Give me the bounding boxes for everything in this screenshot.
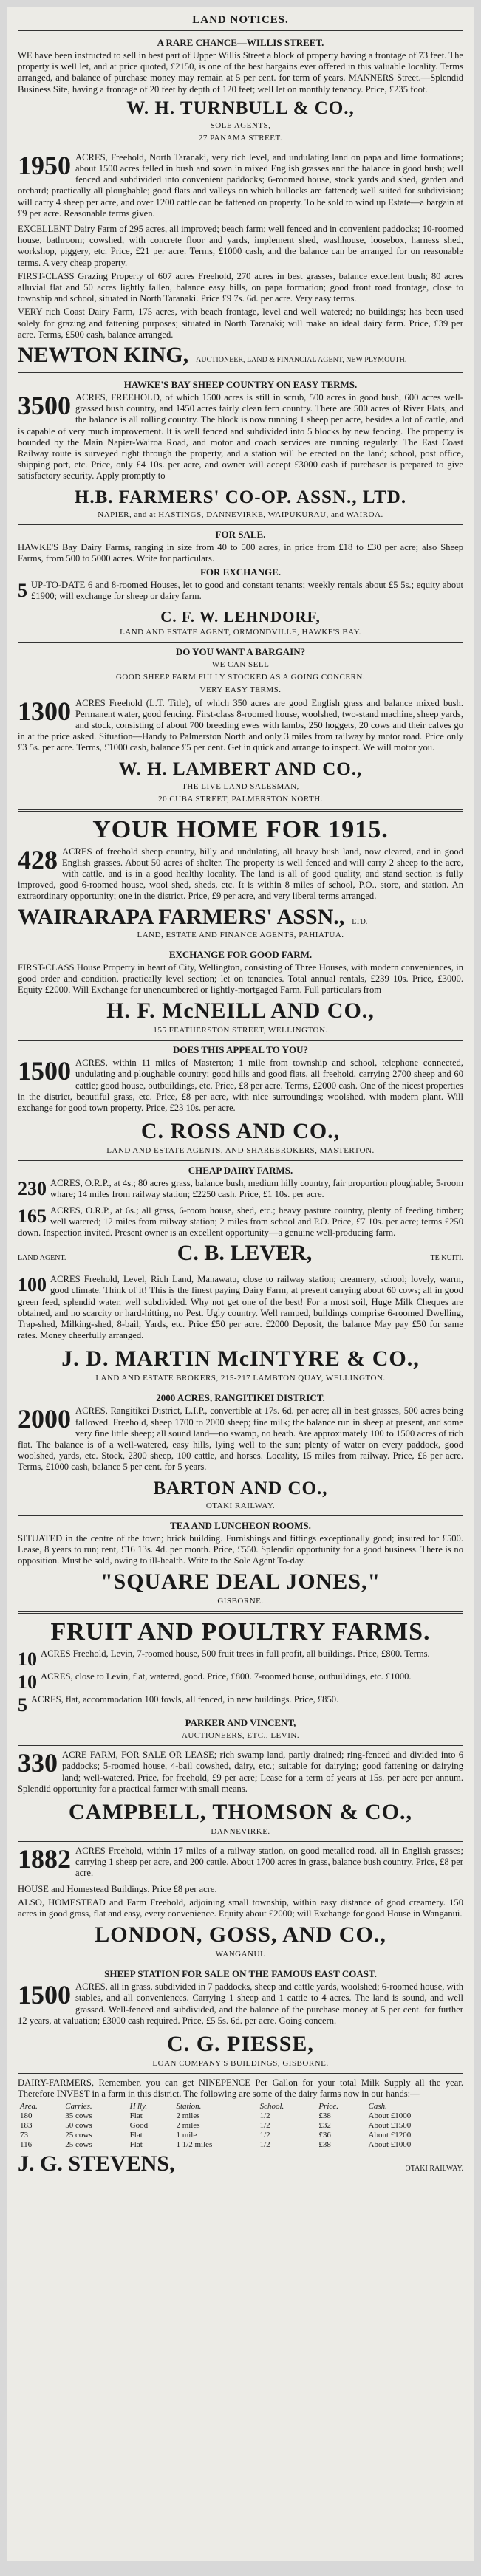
ad-title: FRUIT AND POULTRY FARMS. — [50, 1618, 431, 1646]
section-heading: LAND NOTICES. — [192, 14, 289, 26]
agent-address: OTAKI RAILWAY. — [205, 1501, 276, 1510]
ad-parker-vincent — [18, 1618, 463, 1741]
table-cell: Flat — [129, 2131, 143, 2140]
acreage-number: 230 — [18, 1178, 47, 1200]
ad-text: ACRES Freehold, within 17 miles of a railway station, on good metalled road, all in English grasses; carrying 1 sheep per acre, and 200 cattle. About 1700 acres in grass, balance bush country. Price, £8 per acre. — [75, 1846, 463, 1879]
table-header: Area. — [20, 2102, 38, 2111]
divider — [18, 1611, 463, 1614]
agent-address: AUCTIONEERS, ETC., LEVIN. — [181, 1731, 300, 1741]
agent-name: J. G. STEVENS, — [18, 2151, 175, 2176]
ad-text: ACRE FARM, FOR SALE OR LEASE; rich swamp land, partly drained; ring-fenced and divided into 6 paddocks; 5-roomed house, 4-bail cowshed, dairy, etc.; suitable for dairying; good fattening or dairying land; well-watered. Price, for freehold, £9 per acre; Lease for a term of years at 15s. per acre per annum. Splendid opportunity for a practical farmer with small means. — [18, 1750, 463, 1794]
ad-body — [18, 1058, 463, 1114]
ad-headline: HAWKE'S BAY SHEEP COUNTRY ON EASY TERMS. — [123, 379, 358, 391]
agent-name: C. G. PIESSE, — [167, 2032, 314, 2057]
ad-body: FIRST-CLASS House Property in heart of City, Wellington, consisting of Three Houses, with modern conveniences, in good order and condition, practically level section; let on tenancies. Total annual rentals, £239 10s. Price, £3000. Equity £2000. Will Exchange for unencumbered or lightly-mortgaged Farm. Full particulars from — [18, 962, 463, 995]
ad-body — [18, 1981, 463, 2027]
acreage-number: 5 — [18, 1694, 27, 1716]
ad-body — [18, 1405, 463, 1473]
agent-line — [18, 2151, 463, 2176]
ad-lehndorf — [18, 529, 463, 638]
ad-newton-king — [18, 152, 463, 368]
agent-name: LONDON, GOSS, AND CO., — [95, 1922, 386, 1948]
table-cell: About £1200 — [368, 2131, 412, 2140]
divider — [18, 30, 463, 32]
table-cell: 2 miles — [176, 2121, 200, 2131]
newspaper-page — [7, 7, 474, 2561]
ad-mcneill — [18, 949, 463, 1037]
table-cell: 1 mile — [176, 2131, 197, 2140]
ad-headline: EXCHANGE FOR GOOD FARM. — [168, 948, 313, 960]
divider — [18, 1745, 463, 1746]
acreage-number: 10 — [18, 1648, 37, 1671]
table-cell: 50 cows — [65, 2121, 92, 2131]
agent-name: WAIRARAPA FARMERS' ASSN., — [18, 904, 345, 929]
ad-headline: TEA AND LUNCHEON ROOMS. — [170, 1519, 311, 1531]
acreage-number: 1882 — [18, 1844, 71, 1874]
ad-headline: FOR SALE. — [215, 528, 266, 540]
agent-role: SOLE AGENTS, — [210, 120, 271, 130]
ad-title: YOUR HOME FOR 1915. — [92, 815, 389, 843]
ad-text: UP-TO-DATE 6 and 8-roomed Houses, let to good and constant tenants; weekly rentals about £5 5s.; equity about £1900; will exchange for sheep or dairy farm. — [31, 580, 463, 602]
ad-lever — [18, 1165, 463, 1266]
agent-role: AUCTIONEER, LAND & FINANCIAL AGENT, NEW PLYMOUTH. — [196, 356, 407, 365]
table-cell: About £1000 — [368, 2140, 412, 2150]
table-cell: About £1500 — [368, 2121, 412, 2131]
table-header: School. — [259, 2102, 284, 2111]
ad-headline: DO YOU WANT A BARGAIN? — [175, 645, 306, 657]
agent-name: W. H. TURNBULL & CO., — [126, 97, 355, 118]
ad-wairarapa — [18, 816, 463, 941]
table-header: Cash. — [368, 2102, 387, 2111]
ad-body: DAIRY-FARMERS, Remember, you can get NINEPENCE Per Gallon for your total Milk Supply all the year. Therefore INVEST in a farm in this district. The following are some of the dairy farms now in our hands:— — [18, 2077, 463, 2100]
ad-text: ACRES, within 11 miles of Masterton; 1 mile from township and school, telephone connected, undulating and ploughable country; good hills and good flats, all freehold, carrying 2700 sheep and 60 cattle; good house, outbuildings, etc. Price, £8 per acre. Terms, £2000 cash. One of the nicest properties in the district, beautiful grass, etc. Price, £8 per acre, with nice surroundings; woolshed, with modern plant. Will exchange for good town property. Price, £23 10s. per acre. — [18, 1058, 463, 1113]
acreage-number: 428 — [18, 844, 58, 874]
divider — [18, 2073, 463, 2074]
table-cell: £38 — [318, 2140, 331, 2150]
table-cell: £32 — [318, 2121, 331, 2131]
acreage-number: 3500 — [18, 391, 71, 421]
ad-body — [18, 1671, 463, 1693]
table-cell: 25 cows — [65, 2131, 92, 2140]
agent-address: LAND AND ESTATE AGENTS, AND SHAREBROKERS, MASTERTON. — [106, 1146, 375, 1156]
agent-name: H. F. McNEILL AND CO., — [106, 998, 375, 1024]
ad-hb-farmers — [18, 379, 463, 521]
agent-address: 155 FEATHERSTON STREET, WELLINGTON. — [153, 1026, 328, 1035]
ad-stevens — [18, 2077, 463, 2176]
ad-body — [18, 698, 463, 754]
ad-text: ACRES, all in grass, subdivided in 7 paddocks, sheep and cattle yards, woolshed; 6-roomed house, with stables, and all conveniences. Carrying 1 sheep and 1 cattle to 4 acres. The land is sound, and well grassed. Well-fenced and subdivided, and the balance of the purchase money at 5 per cent. for further 12 years, at valuation; £3000 cash required. Price, £5 5s. 6d. per acre. Going concern. — [18, 1981, 463, 2026]
ad-text: ACRES Freehold, Level, Rich Land, Manawatu, close to railway station; creamery, school; lovely, warm, good climate. Think of it! This is the finest paying Dairy Farm, at present carrying about 60 cows; all in good green feed, splendid water, well subdivided. Why not get one of the best! For a most soil, Huge Milk Cheques are obtained, and no scarcity or hard-hitting, no Pest. Ugly country. Well ramped, buildings comprise 6-roomed Dwelling, Trap-shed, Milking-shed, 8-bail, Yards, etc. Price £50 per acre. £2000 Deposit, the balance May pay £50 for same rates. Money cheerfully arranged. — [18, 1274, 463, 1341]
ad-body: WE have been instructed to sell in best part of Upper Willis Street a block of property having a frontage of 73 feet. The property is well let, and at price quoted, £2150, is one of the best bargains ever offered in this valuable locality. Terms arranged, and balance of purchase money may remain at 5 per cent. for term of years. MANNERS Street.—Splendid Business Site, having a frontage of 20 feet by depth of 120 feet; well let on monthly tenancy. Price, £235 foot. — [18, 50, 463, 95]
ad-body — [18, 1694, 463, 1716]
ad-paragraph: FIRST-CLASS Grazing Property of 607 acres Freehold, 270 acres in best grasses, balance excellent bush; 80 acres alluvial flat and 50 acres lightly fallen, balance easy hills, on papa formation; good front road frontage, close to township and school, situated in North Taranaki. Price £9 7s. 6d. per acre. Very easy terms. — [18, 270, 463, 304]
agent-role: LAND AGENT. — [18, 1254, 66, 1263]
agent-address: NAPIER, and at HASTINGS, DANNEVIRKE, WAIPUKURAU, and WAIROA. — [98, 510, 383, 519]
agent-role: THE LIVE LAND SALESMAN, — [182, 781, 299, 791]
ad-text: ACRES, Rangitikei District, L.I.P., convertible at 17s. 6d. per acre; all in best grasses, 500 acres being fallowed. Freehold, sheep 1700 to 2000 sheep; fine milk; the balance run in sheep at present, and some very fine little sheep; all sound land—no swamp, no heath. Are approximately 100 to 1500 acres of rich flat. The balance is of a well-watered, easy hills, lying well to the sun; plenty of water on every paddock, good woolshed, yards, etc. Stock, 2300 sheep, 100 cattle, and horses. Locality, 15 miles from railway. Price, £6 per acre. Terms, £1000 cash, balance 5 per cent. for 5 years. — [18, 1405, 463, 1473]
table-cell: £36 — [318, 2131, 331, 2140]
agent-name: CAMPBELL, THOMSON & CO., — [68, 1800, 413, 1825]
table-cell: 1/2 — [259, 2121, 270, 2131]
table-cell: 25 cows — [65, 2140, 92, 2150]
acreage-number: 330 — [18, 1748, 58, 1778]
agent-name: PARKER AND VINCENT, — [185, 1717, 296, 1729]
ad-body — [18, 846, 463, 902]
divider — [18, 642, 463, 643]
table-header: Carries. — [65, 2102, 92, 2111]
table-cell: 183 — [20, 2121, 33, 2131]
acreage-number: 10 — [18, 1671, 37, 1693]
divider — [18, 524, 463, 525]
ad-body — [18, 1846, 463, 1880]
divider — [18, 1515, 463, 1516]
ad-piesse — [18, 1968, 463, 2069]
agent-address: LAND AND ESTATE BROKERS, 215-217 LAMBTON QUAY, WELLINGTON. — [95, 1374, 386, 1383]
dairy-farms-table — [18, 2102, 463, 2150]
ad-body — [18, 1648, 463, 1671]
ad-barton — [18, 1392, 463, 1511]
agent-name: J. D. MARTIN McINTYRE & CO., — [61, 1346, 420, 1371]
table-cell: About £1000 — [368, 2111, 412, 2121]
ad-ross — [18, 1044, 463, 1157]
table-header: Price. — [318, 2102, 338, 2111]
agent-address: WANGANUI. — [215, 1950, 266, 1959]
agent-address: GISBORNE. — [217, 1597, 264, 1606]
acreage-number: 2000 — [18, 1404, 71, 1434]
table-row — [18, 2121, 463, 2131]
agent-name: C. ROSS AND CO., — [140, 1119, 341, 1144]
table-cell: 1/2 — [259, 2111, 270, 2121]
table-row — [18, 2140, 463, 2150]
acreage-number: 1500 — [18, 1056, 71, 1086]
table-cell: £38 — [318, 2111, 331, 2121]
acreage-number: 1500 — [18, 1980, 71, 2010]
divider — [18, 1160, 463, 1161]
agent-address: LAND, ESTATE AND FINANCE AGENTS, PAHIATUA. — [137, 930, 344, 939]
acreage-number: 165 — [18, 1205, 47, 1227]
ad-lambert — [18, 646, 463, 805]
ad-square-deal — [18, 1520, 463, 1608]
agent-name: BARTON AND CO., — [153, 1478, 328, 1498]
agent-name: W. H. LAMBERT AND CO., — [118, 758, 363, 779]
agent-name: NEWTON KING, — [18, 343, 189, 368]
ad-body: SITUATED in the centre of the town; brick building. Furnishings and fittings exceptionally good; insured for £500. Lease, 8 years to run; rent, £16 13s. 4d. per month. Price, £550. Splendid opportunity for a good business. There is no opposition. Must be sold, owing to ill-health. Write to the Sole Agent To-day. — [18, 1532, 463, 1566]
acreage-number: 100 — [18, 1274, 47, 1296]
ad-text: ACRES, close to Levin, flat, watered, good. Price, £800. 7-roomed house, outbuildings, etc. £1000. — [41, 1671, 412, 1682]
ad-body — [18, 1178, 463, 1200]
agent-name: C. F. W. LEHNDORF, — [160, 607, 321, 626]
table-cell: 1/2 — [259, 2140, 270, 2150]
ad-headline: 2000 ACRES, RANGITIKEI DISTRICT. — [156, 1392, 325, 1404]
agent-line — [18, 343, 463, 368]
agent-suffix: LTD. — [352, 917, 368, 926]
table-cell: 1 1/2 miles — [176, 2140, 213, 2150]
ad-paragraph: ALSO, HOMESTEAD and Farm Freehold, adjoining small township, within easy distance of good creamery. 150 acres in good grass, flat and easy, every convenience. Equity about £2000; will Exchange for good House in Wanganui. — [18, 1897, 463, 1919]
table-cell: 35 cows — [65, 2111, 92, 2121]
ad-headline: CHEAP DAIRY FARMS. — [188, 1165, 293, 1176]
ad-paragraph: HOUSE and Homestead Buildings. Price £8 per acre. — [18, 1883, 217, 1894]
ad-text: ACRES Freehold, Levin, 7-roomed house, 500 fruit trees in full profit, all buildings. Price, £800. Terms. — [41, 1648, 430, 1659]
divider — [18, 1040, 463, 1041]
agent-location: TE KUITI. — [430, 1254, 463, 1263]
table-cell: 180 — [20, 2111, 33, 2121]
table-cell: Flat — [129, 2111, 143, 2121]
ad-london-goss — [18, 1846, 463, 1960]
agent-location: OTAKI RAILWAY. — [405, 2165, 463, 2174]
ad-text: ACRES, O.R.P., at 6s.; all grass, 6-room house, shed, etc.; heavy pasture country, plenty of feeding timber; well watered; 12 miles from railway station; 2 miles from school and P.O. Price, £7 10s. per acre; terms £250 down. Inspection invited. Present owner is an excellent opportunity—a genuine well-producing farm. — [18, 1205, 463, 1238]
table-cell: 73 — [20, 2131, 28, 2140]
table-cell: 116 — [20, 2140, 33, 2150]
acreage-number: 1300 — [18, 696, 71, 726]
table-cell: 2 miles — [176, 2111, 200, 2121]
ad-paragraph: EXCELLENT Dairy Farm of 295 acres, all improved; beach farm; well fenced and in convenient paddocks; 10-roomed house, bathroom; cowshed, with concrete floor and yards, implement shed, washhouse, loosebox, harness shed, workshop, piggery, etc. Price, £21 per acre. Terms, £1000 cash, and the balance can be arranged for on reasonable terms. A very cheap property. — [18, 224, 463, 268]
agent-name: "SQUARE DEAL JONES," — [100, 1569, 381, 1594]
ad-body — [18, 152, 463, 219]
table-cell: Flat — [129, 2140, 143, 2150]
ad-paragraph: VERY rich Coast Dairy Farm, 175 acres, with beach frontage, level and well watered; no buildings; has been used solely for grazing and fattening purposes; situated in North Taranaki; will make an ideal dairy farm. Price, £39 per acre. Terms, £500 cash, balance arranged. — [18, 306, 463, 340]
ad-subline: GOOD SHEEP FARM FULLY STOCKED AS A GOING CONCERN. — [115, 672, 366, 682]
ad-subline: VERY EASY TERMS. — [199, 685, 282, 694]
ad-subline: WE CAN SELL — [211, 660, 270, 669]
land-notices-column — [7, 7, 474, 2176]
table-row — [18, 2131, 463, 2140]
divider — [18, 372, 463, 374]
ad-body — [18, 1274, 463, 1341]
ad-text: ACRES, flat, accommodation 100 fowls, all fenced, in new buildings. Price, £850. — [31, 1694, 339, 1705]
divider — [18, 1841, 463, 1842]
ad-campbell-thomson — [18, 1750, 463, 1837]
count-number: 5 — [18, 580, 27, 602]
ad-text: ACRES Freehold (L.T. Title), of which 350 acres are good English grass and balance mixed bush. Permanent water, good fencing. First-class 8-roomed house, woolshed, two-stand machine, sheep yards, and stock, consisting of about 700 breeding ewes with lambs, 250 hoggets, 20 cows and their calves go in at the price asked. Situation—Handy to Palmerston North and only 3 miles from railway by motor road. Price only £3 5s. per acre. Terms, £1000 cash, balance £5 per cent. Get in quick and arrange to inspect. We will motor you. — [18, 697, 463, 753]
ad-headline: A RARE CHANCE—WILLIS STREET. — [157, 37, 324, 48]
ad-headline: SHEEP STATION FOR SALE ON THE FAMOUS EAST COAST. — [104, 1968, 377, 1980]
ad-headline: DOES THIS APPEAL TO YOU? — [172, 1044, 309, 1056]
agent-line — [18, 905, 463, 930]
ad-body — [18, 1750, 463, 1795]
agent-address: 20 CUBA STREET, PALMERSTON NORTH. — [158, 794, 323, 804]
agent-address: DANNEVIRKE. — [211, 1827, 270, 1837]
ad-subheadline: FOR EXCHANGE. — [199, 566, 282, 578]
agent-address: 27 PANAMA STREET. — [198, 133, 283, 143]
ad-text: ACRES of freehold sheep country, hilly and undulating, all heavy bush land, now cleared, and in good English grasses. About 50 acres of shelter. The property is well fenced and will carry 2 sheep to the acre, with cattle, and is in a good healthy locality. The land is all of good quality, and stand section is fully improved, good 6-roomed house, wool shed, sheds, etc. It is within 8 miles of school, P.O., store, and station. An extraordinary opportunity; one in the district. Price, £9 per acre, and very liberal terms arranged. — [18, 846, 463, 902]
agent-name: C. B. LEVER, — [177, 1241, 313, 1266]
table-header: H'lly. — [129, 2102, 148, 2111]
ad-text: ACRES, Freehold, North Taranaki, very rich level, and undulating land on papa and lime formations; about 1500 acres felled in bush and sown in mixed English grasses and the balance in good bush; well fenced and subdivided into convenient paddocks; 6-roomed house, stock yards and shed, garden and orchard; practically all ploughable; good flats and valleys on which bullocks are fattened; well suited for subdivision; will carry 4 sheep per acre, and over 1200 cattle can be fattened on property. To be sold to wind up Estate—a bargain at £9 per acre. Reasonable terms given. — [18, 151, 463, 219]
ad-text: ACRES, O.R.P., at 4s.; 80 acres grass, balance bush, medium hilly country, fair proportion ploughable; 5-room whare; 14 miles from railway station; £2250 cash. Price, £1 10s. per acre. — [50, 1178, 463, 1200]
ad-body — [18, 1205, 463, 1239]
table-row — [18, 2111, 463, 2121]
agent-address: LAND AND ESTATE AGENT, ORMONDVILLE, HAWKE'S BAY. — [120, 627, 361, 637]
table-cell: Good — [129, 2121, 149, 2131]
table-header: Station. — [176, 2102, 202, 2111]
agent-name: H.B. FARMERS' CO-OP. ASSN., LTD. — [74, 487, 407, 507]
ad-body — [18, 580, 463, 602]
ad-body: HAWKE'S Bay Dairy Farms, ranging in size from 40 to 500 acres, in price from £18 to £30 per acre; also Sheep Farms, from 500 to 5000 acres. Write for particulars. — [18, 541, 463, 564]
agent-address: LOAN COMPANY'S BUILDINGS, GISBORNE. — [152, 2059, 329, 2069]
ad-body — [18, 392, 463, 482]
divider — [18, 809, 463, 812]
ad-text: ACRES, FREEHOLD, of which 1500 acres is still in scrub, 500 acres in good bush, 600 acres well-grassed bush country, and 1450 acres fairly clean fern country. There are 500 acres of River Flats, and the balance is all rolling country. The block is now running 1 sheep per acre, besides a lot of cattle, and is capable of very much improvement. It is well fenced and subdivided into 5 blocks by new fencing. The property is bounded by the Main Napier-Wairoa Road, and motor and coach services are running regularly. The East Coast Railway route is surveyed right through the property, and a station will be erected on the land; school, post office, shipping port, etc. Price, only £4 10s. per acre, and owner will accept £3000 cash if purchaser is prepared to give satisfactory security. Apply promptly to — [18, 392, 463, 482]
acreage-number: 1950 — [18, 150, 71, 180]
ad-mcintyre — [18, 1274, 463, 1384]
table-cell: 1/2 — [259, 2131, 270, 2140]
ad-willis-street — [18, 37, 463, 144]
agent-line — [18, 1241, 463, 1266]
